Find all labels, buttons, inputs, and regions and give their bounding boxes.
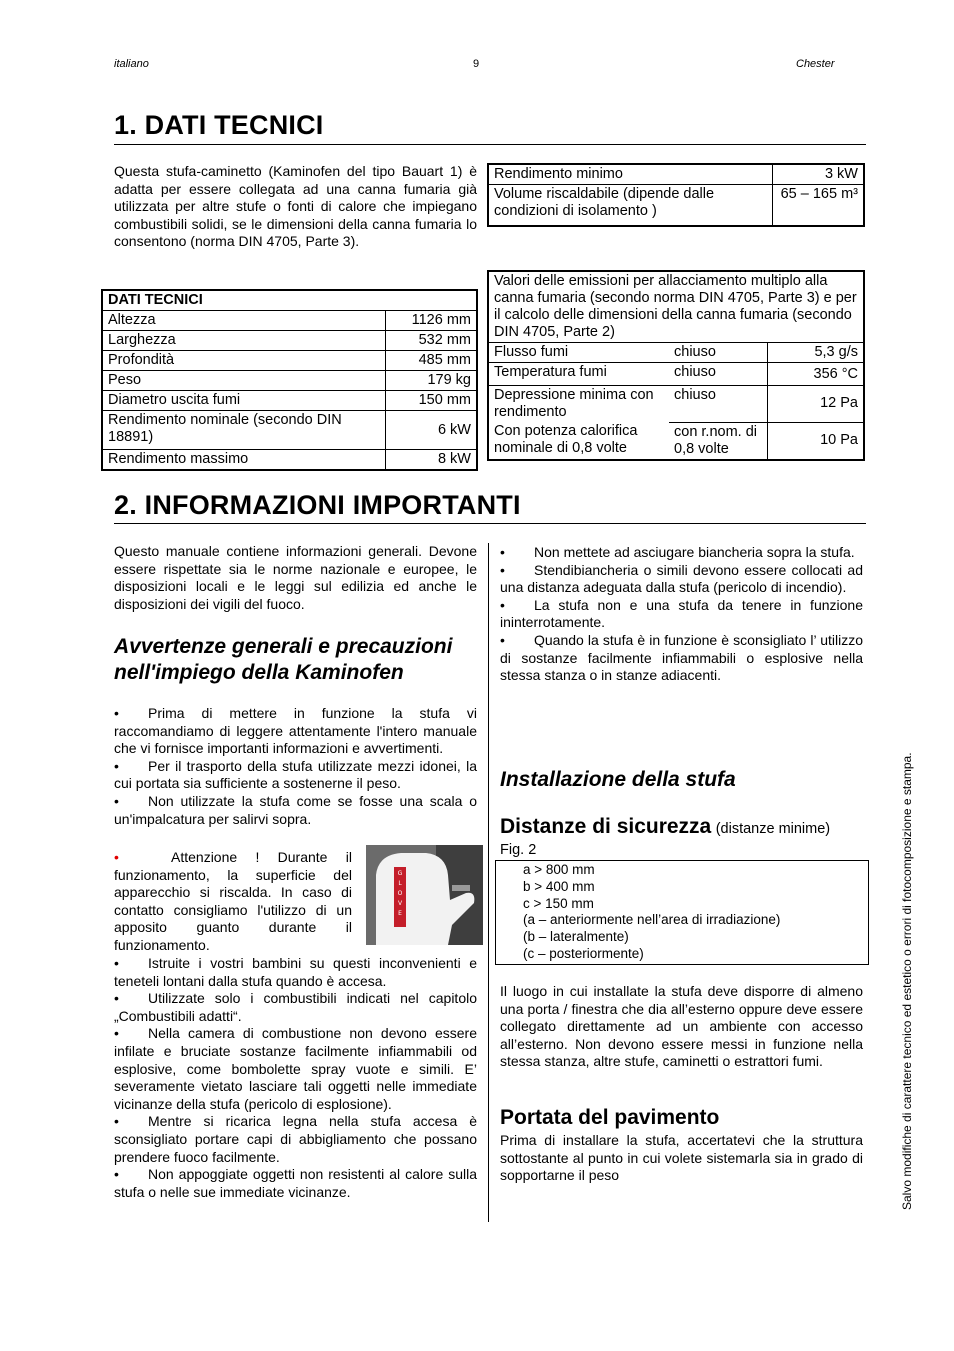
list-item-text: La stufa non e una stufa da tenere in funzione ininterrotamente. [500,596,863,631]
section1-title: 1. DATI TECNICI [114,110,324,140]
distance-subtitle: (distanze minime) [715,821,831,837]
room-text: Il luogo in cui installate la stufa deve disporre di almeno una porta / finestra che dia all’esterno oppure deve essere collegato direttamente ad un ambiente con accesso all’esterno. Non devono essere messi in funzione nella stessa stanza, altre stufe, caminetti o estrattori fumi. [500,983,863,1070]
section2-intro: Questo manuale contiene informazioni generali. Devone essere rispettate sia le norme nazionale e europee, le disposizioni locali e le leggi sul edilizia ed anche le disposizioni dei vigili del fuoco. [114,543,477,612]
table-row [102,351,477,371]
tech-value: 485 mm [386,351,478,371]
column-divider [488,543,489,1222]
perf-label: Volume riscaldabile (dipende dalle condizioni di isolamento ) [488,185,773,227]
list-item [500,562,863,597]
svg-text:E: E [398,910,402,917]
emission-heading: Valori delle emissioni per allacciamento multiplo alla canna fumaria (secondo norma DIN 4705, Parte 3) e per il calcolo delle dimensioni della canna fumaria (secondo DIN 4705, Parte 2) [488,271,864,343]
list-item [114,793,477,828]
list-item-text: Mentre si ricarica legna nella stufa accesa è sconsigliato portare capi di abbigliamento che possano prendere fuoco facilmente. [114,1113,477,1165]
tech-label: Altezza [102,311,386,331]
table-row [102,331,477,351]
list-item-text: Istruite i vostri bambini su questi inconvenienti e teneteli lontani dalla stufa quando è accesa. [114,955,477,989]
performance-table [487,163,865,227]
distance-line: (b – lateralmente) [523,929,629,945]
emission-value: 356 °C [768,363,865,386]
tech-value: 8 kW [386,450,478,471]
tech-value: 179 kg [386,371,478,391]
list-item-text: Non mettete ad asciugare biancheria sopra la stufa. [534,544,855,560]
bullet-icon: • [500,561,505,578]
perf-value: 3 kW [773,164,865,185]
emission-label: Flusso fumi [488,343,669,363]
distance-line: a > 800 mm [523,862,595,877]
table-row [488,386,864,423]
distance-box [495,860,869,965]
bullet-icon: • [114,705,119,721]
tech-label: Larghezza [102,331,386,351]
list-item [114,990,477,1025]
distance-line: b > 400 mm [523,878,595,894]
distance-line: (a – anteriormente nell’area di irradiazione) [523,912,781,928]
list-item-text: Non utilizzate la stufa come se fosse una scala o un'impalcatura per salirvi sopra. [114,792,477,827]
table-row [488,343,864,363]
table-row [488,363,864,386]
svg-text:V: V [397,900,403,907]
table-row [102,371,477,391]
bullet-icon: • [114,1025,119,1042]
emission-condition: chiuso [669,386,768,423]
tech-value: 150 mm [386,391,478,411]
bullet-icon: • [114,1113,119,1130]
attention-text: Attenzione ! Durante il funzionamento, la superficie del apparecchio si riscalda. In caso di contatto consigliamo l'utilizzo di un apposito guanto durante il funzionamento. [114,849,352,953]
table-row [102,450,477,471]
install-title: Installazione della stufa [500,768,736,791]
list-item-text: Non appoggiate oggetti non resistenti al calore sulla stufa o nelle sue immediate vicinanze. [114,1166,477,1200]
bullet-icon: • [114,1166,119,1183]
list-item [500,632,863,685]
distance-heading [500,815,830,839]
list-item [500,597,863,632]
distance-title: Distanze di sicurezza [500,815,712,838]
emission-label: Con potenza calorifica nominale di 0,8 volte [488,422,669,460]
glove-icon [366,845,483,945]
tech-data-table [101,289,478,471]
emission-value: 12 Pa [768,386,865,423]
left-bullet-list-1 [114,705,477,828]
tech-label: Profondità [102,351,386,371]
table-row [488,422,864,460]
fig-label: Fig. 2 [500,842,537,858]
bullet-icon: • [114,955,119,971]
list-item-text: Prima di mettere in funzione la stufa vi raccomandiamo di leggere attentamente l'intero manuale che vi fornisce importanti informazioni e avvertimenti. [114,705,477,757]
list-item-text: Utilizzate solo i combustibili indicati nel capitolo „Combustibili adatti“. [114,990,477,1024]
table-row [102,391,477,411]
section2-title: 2. INFORMAZIONI IMPORTANTI [114,490,521,520]
emission-value: 5,3 g/s [768,343,865,363]
list-item-text: Per il trasporto della stufa utilizzate mezzi idonei, la cui portata sia sufficiente a sostenerne il peso. [114,757,477,792]
side-note: Salvo modifiche di carattere tecnico ed estetico o errori di fotocomposizione e stampa. [900,752,914,1210]
table-row [102,411,477,450]
list-item [114,758,477,793]
emission-label: Temperatura fumi [488,363,669,386]
emission-condition: chiuso [669,343,768,363]
list-item [114,1166,477,1201]
bullet-icon: • [500,596,505,613]
list-item [500,544,863,562]
bullet-icon: • [114,757,119,774]
left-bullet-list-2 [114,955,477,1201]
table-row [488,164,864,185]
list-item [114,1113,477,1166]
section1-intro: Questa stufa-caminetto (Kaminofen del tipo Bauart 1) è adatta per essere collegata ad una canna fumaria già utilizzata per altre stufe o fonti di calore che impiegano combustibili solidi, se le dimensioni della canna fumaria lo consentono (norma DIN 4705, Parte 3). [114,163,477,250]
list-item-text: Quando la stufa è in funzione è sconsigliato l’ utilizzo di sostanze facilmente infiammabili o esplosive nella stessa stanza o in stanze adiacenti. [500,631,863,684]
distance-line: (c – posteriormente) [523,945,644,961]
warnings-title: Avvertenze generali e precauzioni nell'impiego della Kaminofen [114,635,453,684]
section2-rule [114,523,866,524]
perf-value: 65 – 165 m³ [773,185,865,227]
svg-text:G: G [397,870,403,877]
bullet-icon: • [114,792,119,809]
tech-label: Diametro uscita fumi [102,391,386,411]
bullet-icon: • [500,544,505,560]
tech-value: 532 mm [386,331,478,351]
bullet-icon: • [500,631,505,648]
right-bullet-list [500,544,863,685]
floor-text: Prima di installare la stufa, accertatevi che la struttura sottostante al punto in cui volete sistemarla sia in grado di sopportarne il peso [500,1132,863,1184]
header-language: italiano [114,58,149,70]
emission-table [487,270,865,461]
section1-rule [114,144,866,145]
emission-label: Depressione minima con rendimento [488,386,669,423]
list-item-text: Stendibiancheria o simili devono essere collocati ad una distanza adeguata dalla stufa (pericolo di incendio). [500,561,863,596]
floor-title: Portata del pavimento [500,1106,720,1129]
distance-line: c > 150 mm [523,895,594,911]
attention-item [114,849,352,955]
tech-table-heading: DATI TECNICI [102,290,477,311]
glove-photo [366,845,483,945]
emission-condition: con r.nom. di 0,8 volte [669,422,768,460]
svg-text:O: O [397,890,403,897]
emission-value: 10 Pa [768,422,865,460]
svg-text:L: L [398,880,402,887]
list-item-text: Nella camera di combustione non devono essere infilate e bruciate sostanze facilmente infiammabili od esplosive, come bombolette spray vuote e simili. E’ severamente vietato lasciare tali oggetti nelle immediate vicinanze della stufa (pericolo di esplosione). [114,1025,477,1112]
tech-value: 6 kW [386,411,478,450]
table-row [488,185,864,227]
table-row [102,311,477,331]
tech-label: Rendimento nominale (secondo DIN 18891) [102,411,386,450]
bullet-icon: • [114,990,119,1007]
header-model: Chester [796,58,835,70]
tech-label: Rendimento massimo [102,450,386,471]
page-number: 9 [473,58,480,70]
emission-condition: chiuso [669,363,768,386]
list-item [114,1025,477,1113]
tech-value: 1126 mm [386,311,478,331]
perf-label: Rendimento minimo [488,164,773,185]
list-item [114,955,477,990]
list-item [114,705,477,758]
tech-label: Peso [102,371,386,391]
attention-bullet-icon: • [114,849,119,865]
